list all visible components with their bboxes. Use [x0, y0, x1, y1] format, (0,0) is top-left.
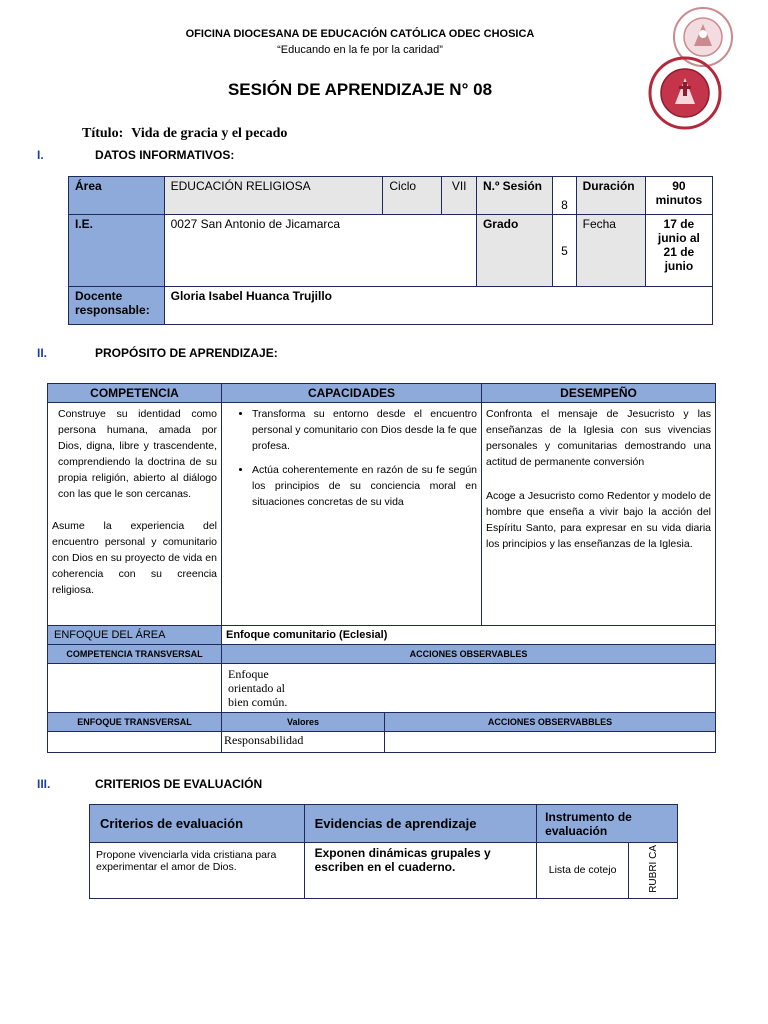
competencia-transversal-value: [48, 664, 222, 713]
criterios-header: Criterios de evaluación: [90, 805, 305, 843]
competencia-text-1: Construye su identidad como persona humana, amada por Dios, digna, libre y trascendente, comprendiendo la doctrina de su propia religión, abierto al diálogo con las que le son cercanas.: [58, 408, 217, 500]
acciones-observables-2-value: [385, 732, 716, 753]
sesion-label: N.º Sesión: [476, 177, 552, 215]
valores-label: Valores: [222, 713, 385, 732]
enfoque-area-label: ENFOQUE DEL ÁREA: [48, 626, 222, 645]
enfoque-bien-comun-text: Enfoque orientado al bien común.: [228, 667, 288, 709]
ciclo-value: VII: [442, 177, 477, 215]
session-title-line: [82, 126, 287, 142]
sesion-value: 8: [553, 177, 576, 215]
grado-label: Grado: [476, 215, 552, 287]
section-datos-heading: [37, 148, 234, 162]
docente-label: Docente responsable:: [69, 287, 165, 325]
section-criterios-heading: [37, 777, 262, 791]
area-label: Área: [69, 177, 165, 215]
title-value: Vida de gracia y el pecado: [131, 126, 288, 141]
desempeno-cell: [482, 403, 716, 626]
section-number: III.: [37, 777, 51, 791]
fecha-value: 17 de junio al 21 de junio: [645, 215, 712, 287]
evidencias-header: Evidencias de aprendizaje: [304, 805, 537, 843]
proposito-table: [47, 383, 716, 753]
competencia-text-2: Asume la experiencia del encuentro personal y comunitario con Dios en su proyecto de vida en coherencia con su creencia religiosa.: [52, 520, 217, 596]
desempeno-text-2: Acoge a Jesucristo como Redentor y modelo de hombre que enseña a vivir bajo la acción del Espíritu Santo, para expresar en su vida diaria los principios y las enseñanzas de la Iglesia.: [486, 490, 711, 550]
capacidades-cell: [222, 403, 482, 626]
section-proposito-heading: [37, 346, 278, 360]
datos-informativos-table: [68, 176, 713, 325]
competencia-cell: [48, 403, 222, 626]
title-label: Título:: [82, 126, 124, 141]
acciones-observables-2-label: ACCIONES OBSERVABBLES: [385, 713, 716, 732]
ie-value: 0027 San Antonio de Jicamarca: [164, 215, 476, 287]
competencia-transversal-label: COMPETENCIA TRANSVERSAL: [48, 645, 222, 664]
organization-name: OFICINA DIOCESANA DE EDUCACIÓN CATÓLICA ODEC CHOSICA: [185, 28, 535, 40]
enfoque-transversal-label: ENFOQUE TRANSVERSAL: [48, 713, 222, 732]
instrumento-header: Instrumento de evaluación: [537, 805, 678, 843]
desempeno-header: DESEMPEÑO: [482, 384, 716, 403]
section-label: CRITERIOS DE EVALUACIÓN: [95, 777, 263, 791]
acciones-observables-label: ACCIONES OBSERVABLES: [222, 645, 716, 664]
ciclo-label: Ciclo: [383, 177, 442, 215]
area-value: EDUCACIÓN RELIGIOSA: [164, 177, 383, 215]
odec-seal-logo: [648, 56, 722, 130]
section-number: II.: [37, 346, 48, 360]
evidencia-cell: Exponen dinámicas grupales y escriben en el cuaderno.: [304, 843, 537, 899]
criterio-cell: Propone vivenciarla vida cristiana para experimentar el amor de Dios.: [90, 843, 305, 899]
competencia-header: COMPETENCIA: [48, 384, 222, 403]
enfoque-bien-comun-cell: [222, 664, 716, 713]
enfoque-area-value: Enfoque comunitario (Eclesial): [222, 626, 716, 645]
valor-value: Responsabilidad: [222, 732, 385, 753]
grado-value: 5: [553, 215, 576, 287]
rubrica-cell: [629, 843, 678, 899]
section-label: DATOS INFORMATIVOS:: [95, 148, 235, 162]
page-title: SESIÓN DE APRENDIZAJE N° 08: [227, 80, 493, 99]
instrumento-cell: Lista de cotejo: [537, 843, 629, 899]
capacidad-item: • Actúa coherentemente en razón de su fe según los principios de su conciencia moral en situaciones concretas de su vida: [252, 462, 477, 510]
criterios-table: [89, 804, 678, 899]
ie-label: I.E.: [69, 215, 165, 287]
capacidades-header: CAPACIDADES: [222, 384, 482, 403]
section-number: I.: [37, 148, 44, 162]
rubrica-text: RUBRI CA: [647, 845, 659, 893]
enfoque-transversal-value: [48, 732, 222, 753]
fecha-label: Fecha: [576, 215, 645, 287]
duracion-label: Duración: [576, 177, 645, 215]
capacidad-item: • Transforma su entorno desde el encuentro personal y comunitario con Dios desde la fe que profesa.: [252, 406, 477, 454]
duracion-value: 90 minutos: [645, 177, 712, 215]
docente-value: Gloria Isabel Huanca Trujillo: [164, 287, 712, 325]
desempeno-text-1: Confronta el mensaje de Jesucristo y las enseñanzas de la Iglesia con sus vivencias personales y comunitarias demostrando una actitud de permanente conversión: [486, 408, 711, 468]
section-label: PROPÓSITO DE APRENDIZAJE:: [95, 346, 278, 360]
organization-motto: “Educando en la fe por la caridad”: [277, 44, 443, 56]
